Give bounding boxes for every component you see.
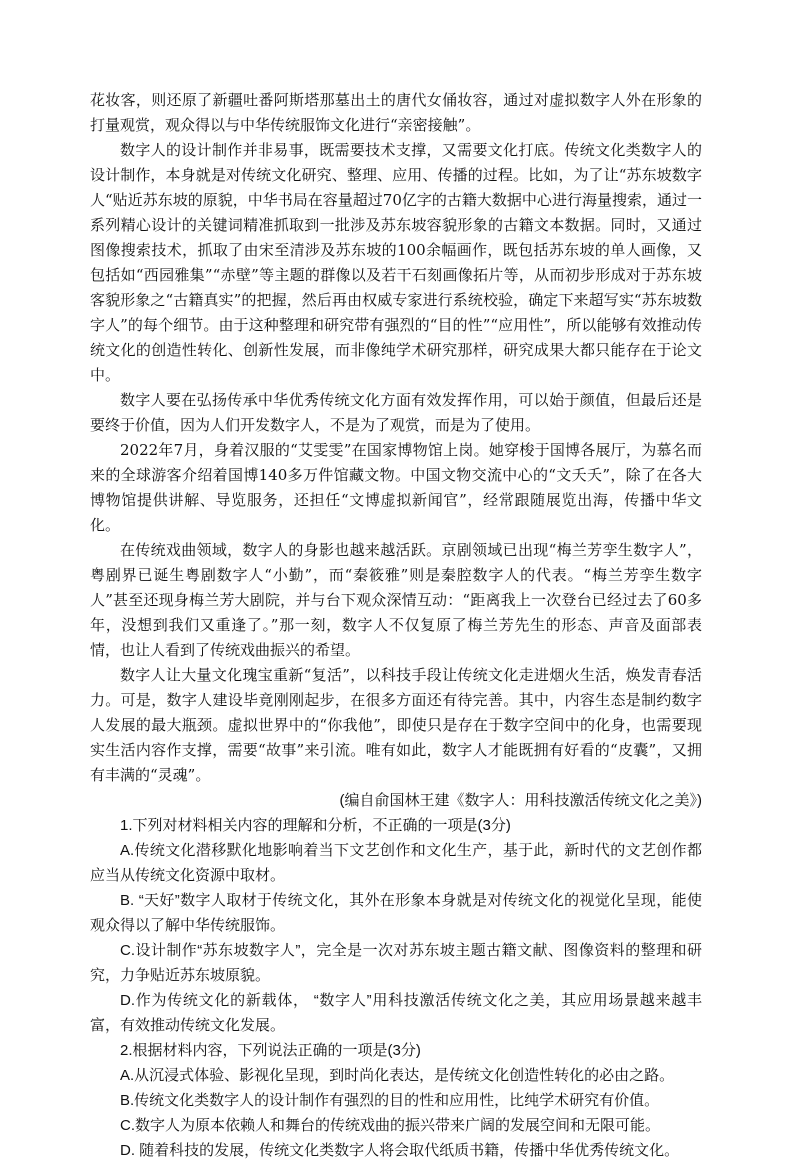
question-1-option-d: D.作为传统文化的新载体， “数字人”用科技激活传统文化之美，其应用场景越来越丰富，有效推动传统文化发展。: [90, 992, 702, 1034]
question-1-option-a: A.传统文化潜移默化地影响着当下文艺创作和文化生产，基于此，新时代的文艺创作都应当从传统文化资源中取材。: [90, 842, 702, 884]
question-2-option-d: D. 随着科技的发展，传统文化类数字人将会取代纸质书籍，传播中华优秀传统文化。: [120, 1142, 680, 1159]
question-2-option-b: B.传统文化类数字人的设计制作有强烈的目的性和应用性，比纯学术研究有价值。: [120, 1092, 660, 1109]
question-2-stem: 2.根据材料内容，下列说法正确的一项是(3分): [120, 1042, 421, 1059]
passage-paragraph-1: 花妆客，则还原了新疆吐番阿斯塔那墓出土的唐代女俑妆容，通过对虚拟数字人外在形象的打量观赏，观众得以与中华传统服饰文化进行“亲密接触”。: [90, 91, 702, 134]
question-2-option-a: A.从沉浸式体验、影视化呈现，到时尚化表达，是传统文化创造性转化的必由之路。: [120, 1067, 675, 1084]
question-1-stem: 1.下列对材料相关内容的理解和分析，不正确的一项是(3分): [120, 817, 511, 834]
question-1-option-c: C.设计制作“苏东坡数字人”，完全是一次对苏东坡主题古籍文献、图像资料的整理和研究，力争贴近苏东坡原貌。: [90, 942, 702, 984]
passage-paragraph-3: 数字人要在弘扬传承中华优秀传统文化方面有效发挥作用，可以始于颜值，但最后还是要终于价值，因为人们开发数字人，不是为了观赏，而是为了使用。: [90, 391, 702, 434]
question-2-option-c: C.数字人为原本依赖人和舞台的传统戏曲的振兴带来广阔的发展空间和无限可能。: [120, 1117, 661, 1134]
passage-paragraph-2: 数字人的设计制作并非易事，既需要技术支撑，又需要文化打底。传统文化类数字人的设计制作，本身就是对传统文化研究、整理、应用、传播的过程。比如，为了让“苏东坡数字人“贴近苏东坡的原貌，中华书局在容量超过70亿字的古籍大数据中心进行海量搜索，通过一系列精心设计的关键词精准抓取到一批涉及苏东坡容貌形象的古籍文本数据。同时，又通过图像搜索技术，抓取了由宋至清涉及苏东坡的100余幅画作，既包括苏东坡的单人画像，又包括如“西园雅集”“赤壁”等主题的群像以及若干石刻画像拓片等，从而初步形成对于苏东坡客貌形象之“古籍真实”的把握，然后再由权威专家进行系统校验，确定下来超写实“苏东坡数字人”的每个细节。由于这种整理和研究带有强烈的“目的性”“应用性”，所以能够有效推动传统文化的创造性转化、创新性发展，而非像纯学术研究那样，研究成果大都只能存在于论文中。: [90, 141, 702, 384]
passage-paragraph-4: 2022年7月，身着汉服的“艾雯雯”在国家博物馆上岗。她穿梭于国博各展厅，为慕名而来的全球游客介绍着国博140多万件馆藏文物。中国文物交流中心的“文夭夭”，除了在各大博物馆提供讲解、导览服务，还担任“文博虚拟新闻官”，经常跟随展览出海，传播中华文化。: [90, 441, 702, 534]
document-page: [90, 88, 702, 1163]
question-1-option-b: B. “天好”数字人取材于传统文化，其外在形象本身就是对传统文化的视觉化呈现，能使观众得以了解中华传统服饰。: [90, 892, 702, 934]
source-citation: (编自俞国林王建《数字人：用科技激活传统文化之美》): [339, 792, 702, 809]
passage-paragraph-5: 在传统戏曲领域，数字人的身影也越来越活跃。京剧领域已出现“梅兰芳孪生数字人”，粤剧界已诞生粤剧数字人“小勤”，而“秦筱雅”则是秦腔数字人的代表。“梅兰芳孪生数字人”甚至还现身梅兰芳大剧院，并与台下观众深情互动：“距离我上一次登台已经过去了60多年，没想到我们又重逢了。”那一刻，数字人不仅复原了梅兰芳先生的形态、声音及面部表情，也让人看到了传统戏曲振兴的希望。: [90, 541, 702, 659]
passage-paragraph-6: 数字人让大量文化瑰宝重新“复活”，以科技手段让传统文化走进烟火生活，焕发青春活力。可是，数字人建设毕竟刚刚起步，在很多方面还有待完善。其中，内容生态是制约数字人发展的最大瓶颈。虚拟世界中的“你我他”，即使只是存在于数字空间中的化身，也需要现实生活内容作支撑，需要“故事”来引流。唯有如此，数字人才能既拥有好看的“皮囊”，又拥有丰满的“灵魂”。: [90, 666, 702, 784]
